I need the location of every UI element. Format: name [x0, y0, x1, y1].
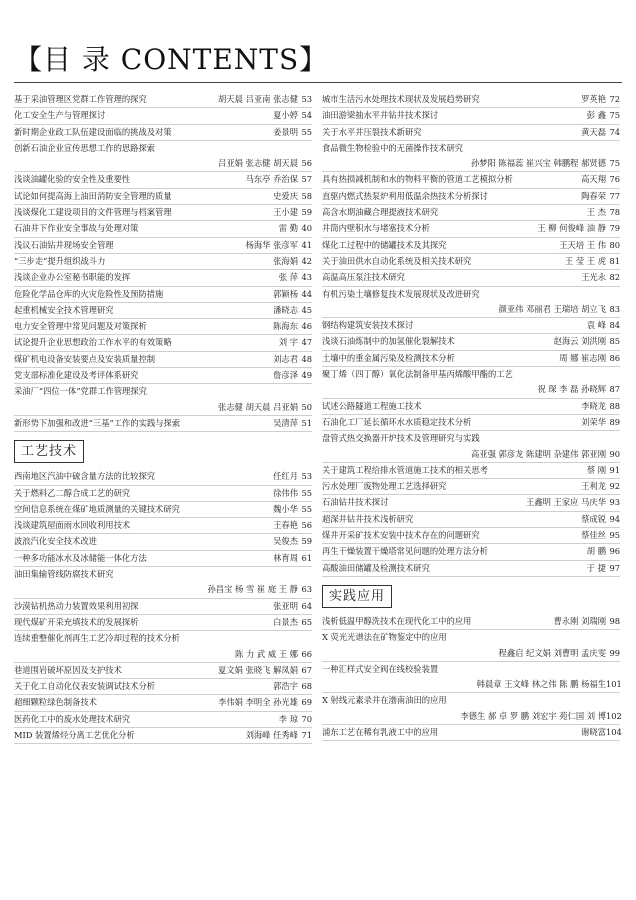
toc-entry[interactable]	[14, 172, 312, 188]
toc-entry[interactable]	[322, 382, 620, 398]
toc-entry[interactable]	[322, 725, 620, 741]
entry-authors: 李 琼	[278, 713, 298, 724]
entry-authors: 袁 峰	[586, 320, 606, 331]
entry-authors: 祝 琛 李 磊 孙晓辉	[537, 384, 606, 395]
entry-title: 新形势下加强和改进“三基”工作的实践与探索	[14, 417, 181, 428]
entry-title: 再生干燥装置干燥塔常见问题的处理方法分析	[322, 546, 488, 557]
section-heading-practice	[322, 585, 620, 608]
toc-entry[interactable]	[322, 334, 620, 350]
entry-page-number: 99	[609, 647, 620, 658]
entry-page-number: 75	[609, 110, 620, 121]
entry-authors: 曹永刚 刘瑞刚	[553, 615, 606, 626]
toc-entry[interactable]	[14, 352, 312, 368]
entry-authors: 张海娟	[273, 255, 298, 266]
entry-title: 盘管式热交换器开炉技术及管理研究与实践	[322, 433, 480, 444]
entry-title: 试述公路隧道工程施工技术	[322, 400, 422, 411]
entry-authors: 胡天晨 吕亚南 张志健	[218, 94, 298, 104]
entry-title: X 射线元素录井在渤南油田的应用	[322, 695, 447, 706]
entry-title: 石油化工厂延长循环水水质稳定技术分析	[322, 416, 472, 427]
entry-title: 连续重整催化剂再生工艺冷却过程的技术分析	[14, 633, 180, 644]
toc-entry[interactable]	[14, 335, 312, 351]
entry-title: 空间信息系统在煤矿地质测量的关键技术研究	[14, 503, 180, 514]
entry-title: 污水处理厂废物处理工艺选择研究	[322, 481, 447, 492]
entry-page-number: 64	[301, 600, 312, 611]
left-entries-group-2	[14, 469, 312, 744]
entry-authors: 张亚明	[273, 600, 298, 611]
entry-authors: 魏小华	[273, 503, 298, 514]
entry-authors: 胡 鹏	[586, 546, 606, 557]
toc-entry[interactable]	[14, 502, 312, 518]
entry-authors: 郭颖杨	[273, 288, 298, 299]
toc-entry[interactable]	[322, 512, 620, 528]
entry-title: 城市生活污水处理技术现状及发展趋势研究	[322, 94, 480, 104]
toc-entry[interactable]	[322, 561, 620, 577]
entry-title: 油田集输管线防腐技术研究	[14, 569, 114, 580]
entry-title: 浅谈石油炼制中的加氢催化裂解技术	[322, 336, 455, 347]
entry-title: 一种多功能冰水及冰储能一体化方法	[14, 552, 147, 563]
entry-title: 浦东工艺在稀有乳液工中的应用	[322, 726, 439, 737]
toc-entry[interactable]	[14, 368, 312, 384]
entry-authors: 张 萍	[278, 272, 298, 283]
entry-authors: 蔡成锐	[581, 513, 606, 524]
entry-authors: 孙昌宝 杨 雪 崔 庭 王 静	[207, 584, 298, 595]
entry-title: 浅议石油钻井现场安全管理	[14, 239, 114, 250]
entry-page-number: 47	[301, 337, 312, 348]
entry-authors: 史爱庆	[273, 190, 298, 201]
entry-title: 电力安全管理中常见问题及对策探析	[14, 321, 147, 332]
toc-entry[interactable]	[14, 287, 312, 303]
toc-entry[interactable]	[14, 221, 312, 237]
entry-page-number: 49	[301, 370, 312, 381]
toc-entry[interactable]	[14, 631, 312, 646]
toc-entry[interactable]	[322, 662, 620, 677]
entry-authors: 蔡佳丝	[581, 530, 606, 541]
entry-page-number: 98	[609, 615, 620, 626]
entry-page-number: 55	[301, 503, 312, 514]
entry-title: 关于化工自动化仪表安装调试技术分析	[14, 681, 156, 692]
entry-page-number: 86	[609, 352, 620, 363]
entry-page-number: 40	[301, 223, 312, 234]
entry-page-number: 58	[301, 190, 312, 201]
entry-authors: 吴俊杰	[273, 536, 298, 547]
entry-page-number: 56	[301, 520, 312, 531]
entry-page-number: 63	[301, 584, 312, 595]
toc-entry[interactable]	[14, 303, 312, 319]
entry-title: 浅谈企业办公室秘书职能的发挥	[14, 272, 131, 283]
entry-page-number: 75	[609, 158, 620, 169]
entry-page-number: 56	[301, 158, 312, 169]
toc-entry[interactable]	[322, 479, 620, 495]
toc-entry[interactable]	[322, 677, 620, 693]
entry-authors: 徐伟伟	[273, 487, 298, 498]
entry-page-number: 88	[609, 400, 620, 411]
toc-entry[interactable]	[322, 614, 620, 630]
entry-title: 高酸油田储罐及检测技术研究	[322, 562, 430, 573]
entry-page-number: 78	[609, 207, 620, 218]
toc-entry[interactable]	[14, 534, 312, 550]
entry-page-number: 48	[301, 353, 312, 364]
entry-authors: 刘志君	[273, 353, 298, 364]
entry-authors: 谢晓富	[581, 726, 606, 737]
entry-page-number: 76	[609, 174, 620, 185]
entry-authors: 郭浩宇	[273, 681, 298, 692]
entry-title: 西南地区汽油中硫含量方法的比较探究	[14, 471, 156, 482]
entry-authors: 罗英艳	[581, 94, 606, 104]
entry-page-number: 61	[301, 552, 312, 563]
entry-page-number: 77	[609, 190, 620, 201]
entry-authors: 詹彦泽	[273, 370, 298, 381]
entry-title: 化工安全生产与管理探讨	[14, 110, 106, 121]
toc-entry[interactable]	[14, 599, 312, 615]
entry-authors: 潘晓志	[273, 304, 298, 315]
entry-page-number: 83	[609, 303, 620, 314]
entry-authors: 马东亭 乔治保	[245, 174, 298, 185]
toc-entry[interactable]	[322, 367, 620, 382]
entry-authors: 韩晨章 王文峰 林之伟 陈 鹏 杨福生	[476, 679, 606, 690]
toc-entry[interactable]	[322, 463, 620, 479]
entry-title: “三步走”提升组织战斗力	[14, 255, 106, 266]
entry-authors: 黄天磊	[581, 126, 606, 137]
entry-title: 试论如何提高海上油田消防安全管理的质量	[14, 190, 172, 201]
entry-authors: 李晓龙	[581, 400, 606, 411]
entry-page-number: 65	[301, 616, 312, 627]
toc-entry[interactable]	[14, 156, 312, 172]
entry-title: 煤矿机电设备安装要点及安装质量控制	[14, 353, 156, 364]
toc-entry[interactable]	[14, 567, 312, 582]
entry-page-number: 53	[301, 471, 312, 482]
entry-page-number: 89	[609, 416, 620, 427]
toc-entry[interactable]	[14, 125, 312, 141]
entry-title: 试论提升企业思想政治工作水平的有效策略	[14, 337, 172, 348]
entry-title: 关于建筑工程给排水管道施工技术的相关思考	[322, 464, 488, 475]
entry-title: 关于油田供水自动化系统及相关技术研究	[322, 255, 472, 266]
entry-title: 超细颗粒绿色制备技术	[14, 697, 97, 708]
entry-title: MID 装置烯烃分离工艺优化分析	[14, 729, 135, 740]
toc-entry[interactable]	[322, 92, 620, 108]
entry-authors: 王小建	[273, 207, 298, 218]
entry-page-number: 51	[301, 417, 312, 428]
entry-page-number: 44	[301, 288, 312, 299]
toc-entry[interactable]	[14, 518, 312, 534]
toc-entry[interactable]	[322, 693, 620, 708]
toc-entry[interactable]	[322, 709, 620, 725]
entry-page-number: 57	[301, 174, 312, 185]
toc-entry[interactable]	[322, 205, 620, 221]
entry-title: 直驱内燃式热泵炉利用低温余热技术分析探讨	[322, 190, 488, 201]
toc-entry[interactable]	[322, 270, 620, 286]
entry-title: 医药化工中的废水处理技术研究	[14, 713, 131, 724]
toc-entry[interactable]	[14, 270, 312, 286]
toc-entry[interactable]	[322, 630, 620, 645]
entry-authors: 吴清萍	[273, 417, 298, 428]
entry-page-number: 104	[606, 726, 622, 737]
toc-entry[interactable]	[14, 615, 312, 631]
entry-title: 有机污染土壤修复技术发展现状及改进研究	[322, 288, 480, 299]
entry-authors: 刘海峰 任秀峰	[245, 729, 298, 740]
entry-page-number: 94	[609, 513, 620, 524]
entry-authors: 夏小婷	[273, 110, 298, 121]
entry-title: 沙漠钻机热动力装置效果利用初探	[14, 600, 139, 611]
entry-authors: 王春艳	[273, 520, 298, 531]
toc-entry[interactable]	[14, 141, 312, 156]
toc-entry[interactable]	[14, 189, 312, 205]
section-heading-process	[14, 440, 312, 463]
toc-entry[interactable]	[322, 318, 620, 334]
entry-authors: 颜亚伟 邓丽君 王瑞培 胡立飞	[498, 303, 606, 314]
entry-title: X 荧光光谱法在矿物鉴定中的应用	[322, 632, 447, 643]
entry-title: 一种汇样式安全阀在线校验装置	[322, 663, 439, 674]
entry-page-number: 90	[609, 448, 620, 459]
right-column	[322, 92, 620, 741]
entry-page-number: 81	[609, 255, 620, 266]
entry-title: 巷道围岩破坏原因及支护技术	[14, 664, 122, 675]
entry-authors: 李伟娟 李明全 孙光雄	[218, 697, 298, 708]
entry-title: 危险化学品仓库的火灾危险性及预防措施	[14, 288, 164, 299]
toc-entry[interactable]	[14, 384, 312, 399]
toc-entry[interactable]	[14, 712, 312, 728]
toc-entry[interactable]	[14, 205, 312, 221]
entry-authors: 孙梦阳 陈福蕊 崔兴宝 韩鹏程 郝贤德	[470, 158, 606, 169]
toc-entry[interactable]	[14, 254, 312, 270]
entry-page-number: 55	[301, 126, 312, 137]
entry-title: 起重机械安全技术管理研究	[14, 304, 114, 315]
entry-title: 采油厂“四位一体”党群工作管理探究	[14, 386, 147, 397]
entry-page-number: 66	[301, 648, 312, 659]
entry-authors: 陶春荣	[581, 190, 606, 201]
entry-authors: 王 柳 何俊峰 油 静	[537, 223, 606, 234]
entry-title: 关于燃料乙二醇合成工艺的研究	[14, 487, 131, 498]
entry-authors: 高天翔	[581, 174, 606, 185]
right-entries-group-1	[322, 92, 620, 577]
toc-entry[interactable]	[14, 469, 312, 485]
entry-authors: 李德生 郝 卓 罗 鹏 刘宏宇 苑仁国 刘 博	[460, 710, 606, 721]
entry-authors: 陈 力 武 威 王 娜	[235, 648, 298, 659]
toc-entry[interactable]	[322, 189, 620, 205]
entry-authors: 刘荣华	[581, 416, 606, 427]
entry-page-number: 41	[301, 239, 312, 250]
entry-title: 油田游梁抽水平井钻井技术探讨	[322, 110, 439, 121]
entry-page-number: 96	[609, 546, 620, 557]
entry-authors: 王 莹 王 虎	[564, 255, 606, 266]
entry-page-number: 80	[609, 239, 620, 250]
entry-authors: 王鑫明 王家应 马庆华	[526, 497, 606, 508]
contents-header: 【目 录 CONTENTS】	[14, 43, 329, 76]
toc-entry[interactable]	[322, 125, 620, 141]
section-label: 工艺技术	[14, 440, 84, 463]
entry-authors: 彭 鑫	[586, 110, 606, 121]
toc-entry[interactable]	[14, 582, 312, 598]
entry-authors: 王天培 王 伟	[559, 239, 606, 250]
entry-title: 浅谈煤化工建设项目的文件管理与档案管理	[14, 207, 172, 218]
entry-authors: 刘 宇	[278, 337, 298, 348]
toc-entry[interactable]	[322, 447, 620, 463]
toc-entry[interactable]	[14, 108, 312, 124]
toc-entry[interactable]	[322, 544, 620, 560]
entry-page-number: 59	[301, 536, 312, 547]
toc-entry[interactable]	[322, 415, 620, 431]
entry-page-number: 69	[301, 697, 312, 708]
toc-entry[interactable]	[322, 238, 620, 254]
entry-page-number: 97	[609, 562, 620, 573]
entry-title: 食品微生物检验中的无菌操作技术研究	[322, 142, 464, 153]
toc-entry[interactable]	[14, 679, 312, 695]
left-column	[14, 92, 312, 744]
entry-title: 煤化工过程中的储罐技术及其探究	[322, 239, 447, 250]
entry-page-number: 91	[609, 464, 620, 475]
toc-entry[interactable]	[322, 431, 620, 446]
entry-title: 浅谈油罐化验的安全性及重要性	[14, 174, 131, 185]
entry-page-number: 95	[609, 530, 620, 541]
toc-entry[interactable]	[322, 254, 620, 270]
entry-page-number: 92	[609, 481, 620, 492]
header-rule	[14, 82, 622, 83]
entry-title: 关于水平井压裂技术新研究	[322, 126, 422, 137]
entry-title: 煤井开采矿技术安装中技术存在的问题研究	[322, 530, 480, 541]
toc-entry[interactable]	[14, 416, 312, 432]
entry-authors: 赵海云 刘洪刚	[553, 336, 606, 347]
entry-authors: 姜景明	[273, 126, 298, 137]
entry-title: 新时期企业政工队伍建设面临的挑战及对策	[14, 126, 172, 137]
entry-title: 具有热损减机制和水的物料平衡的管道工艺模拟分析	[322, 174, 513, 185]
entry-page-number: 87	[609, 384, 620, 395]
entry-page-number: 101	[606, 679, 622, 690]
entry-title: 聚丁烯（四丁醇）氧化法制备甲基丙烯酸甲酯的工艺	[322, 369, 513, 380]
entry-authors: 林育周	[273, 552, 298, 563]
entry-authors: 吕亚娟 张志健 胡天晨	[218, 158, 298, 169]
entry-page-number: 67	[301, 664, 312, 675]
entry-title: 石油井下作业安全事故与处理对策	[14, 223, 139, 234]
entry-title: 钢结构建筑安装技术探讨	[322, 320, 414, 331]
entry-page-number: 84	[609, 320, 620, 331]
toc-entry[interactable]	[322, 351, 620, 367]
entry-page-number: 55	[301, 487, 312, 498]
entry-page-number: 46	[301, 321, 312, 332]
entry-title: 波浪汽化安全技术改进	[14, 536, 97, 547]
entry-page-number: 42	[301, 255, 312, 266]
toc-entry[interactable]	[14, 238, 312, 254]
entry-page-number: 50	[301, 401, 312, 412]
entry-title: 井筒内壁积水与堵塞技术分析	[322, 223, 430, 234]
entry-authors: 雷 勤	[278, 223, 298, 234]
entry-page-number: 59	[301, 207, 312, 218]
entry-page-number: 93	[609, 497, 620, 508]
entry-title: 浅析低温甲醇洗技术在现代化工中的应用	[322, 615, 472, 626]
entry-page-number: 102	[606, 710, 622, 721]
entry-title: 高含水期油藏合理提液技术研究	[322, 207, 439, 218]
entry-title: 基于采油管理区党群工作管理的探究	[14, 94, 147, 104]
toc-entry[interactable]	[322, 156, 620, 172]
toc-entry[interactable]	[14, 695, 312, 711]
entry-authors: 白景杰	[273, 616, 298, 627]
toc-entry[interactable]	[322, 172, 620, 188]
toc-entry[interactable]	[322, 221, 620, 237]
toc-entry[interactable]	[14, 400, 312, 416]
toc-entry[interactable]	[14, 92, 312, 108]
entry-title: 高温高压泵注技术研究	[322, 272, 405, 283]
entry-page-number: 70	[301, 713, 312, 724]
toc-entry[interactable]	[14, 551, 312, 567]
entry-page-number: 54	[301, 110, 312, 121]
entry-authors: 王光永	[581, 272, 606, 283]
entry-authors: 蔡 刚	[586, 464, 606, 475]
toc-entry[interactable]	[14, 486, 312, 502]
entry-page-number: 82	[609, 272, 620, 283]
entry-title: 党支部标准化建设及考评体系研究	[14, 370, 139, 381]
entry-authors: 程鑫启 纪文娟 刘曹明 孟庆雯	[498, 647, 606, 658]
toc-entry[interactable]	[14, 319, 312, 335]
toc-entry[interactable]	[322, 302, 620, 318]
entry-authors: 杨海华 张彦军	[245, 239, 298, 250]
toc-entry[interactable]	[322, 108, 620, 124]
entry-page-number: 74	[609, 126, 620, 137]
toc-entry[interactable]	[14, 647, 312, 663]
toc-entry[interactable]	[322, 287, 620, 302]
entry-page-number: 85	[609, 336, 620, 347]
left-entries-group-1	[14, 92, 312, 432]
entry-authors: 周 娜 崔志刚	[559, 352, 606, 363]
entry-title: 超深井钻井技术浅析研究	[322, 513, 414, 524]
toc-entry[interactable]	[322, 646, 620, 662]
entry-page-number: 72	[609, 94, 620, 104]
entry-authors: 张志健 胡天晨 吕亚娟	[218, 401, 298, 412]
toc-entry[interactable]	[14, 728, 312, 744]
toc-entry[interactable]	[322, 495, 620, 511]
entry-page-number: 71	[301, 729, 312, 740]
entry-title: 浅谈建筑屋面雨水回收利用技术	[14, 520, 131, 531]
entry-authors: 高亚强 郭彦龙 陈建明 杂建伟 郭亚刚	[470, 448, 606, 459]
toc-entry[interactable]	[14, 663, 312, 679]
entry-authors: 王利龙	[581, 481, 606, 492]
toc-entry[interactable]	[322, 399, 620, 415]
toc-entry[interactable]	[322, 528, 620, 544]
section-label: 实践应用	[322, 585, 392, 608]
entry-title: 石油钻井技术探讨	[322, 497, 389, 508]
toc-entry[interactable]	[322, 141, 620, 156]
entry-title: 现代煤矿开采充填技术的发展探析	[14, 616, 139, 627]
entry-authors: 陈海东	[273, 321, 298, 332]
entry-authors: 于 捷	[586, 562, 606, 573]
entry-authors: 王 杰	[586, 207, 606, 218]
entry-page-number: 45	[301, 304, 312, 315]
entry-page-number: 43	[301, 272, 312, 283]
entry-authors: 任红月	[273, 471, 298, 482]
entry-title: 创新石油企业宣传思想工作的思路探索	[14, 142, 156, 153]
right-entries-group-2	[322, 614, 620, 741]
entry-title: 土壤中的重金属污染及检测技术分析	[322, 352, 455, 363]
entry-authors: 夏文娟 张晓飞 解凤娟	[218, 664, 298, 675]
entry-page-number: 53	[301, 94, 312, 104]
entry-page-number: 79	[609, 223, 620, 234]
entry-page-number: 68	[301, 681, 312, 692]
